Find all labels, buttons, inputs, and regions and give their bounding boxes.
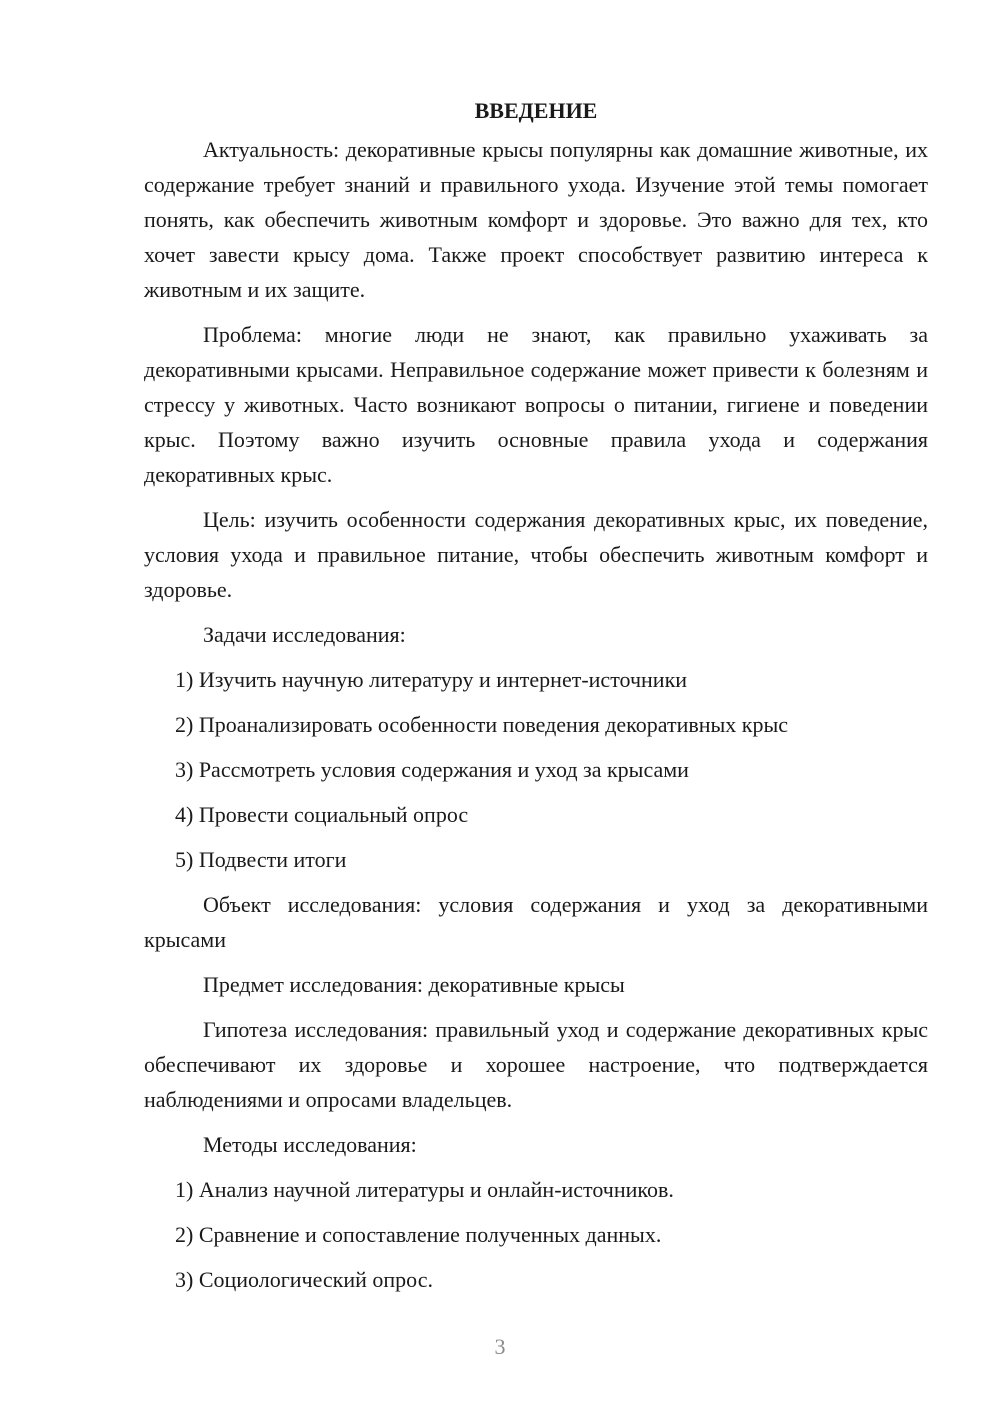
tasks-heading: Задачи исследования: — [203, 622, 406, 647]
object-paragraph: Объект исследования: условия содержания и уход за декоративными крысами — [144, 892, 928, 952]
relevance-paragraph: Актуальность: декоративные крысы популярны как домашние животные, их содержание требует знаний и правильного ухода. Изучение этой темы помогает понять, как обеспечить животным комфорт и здоровье. Это важно для тех, кто хочет завести крысу дома. Также проект способствует развитию интереса к животным и их защите. — [144, 137, 928, 302]
list-item: 3) Социологический опрос. — [175, 1267, 433, 1292]
problem-paragraph: Проблема: многие люди не знают, как правильно ухаживать за декоративными крысами. Неправильное содержание может привести к болезням и стрессу у животных. Часто возникают вопросы о питании, гигиене и поведении крыс. Поэтому важно изучить основные правила ухода и содержания декоративных крыс. — [144, 322, 928, 487]
hypothesis-paragraph: Гипотеза исследования: правильный уход и содержание декоративных крыс обеспечивают их здоровье и хорошее настроение, что подтверждается наблюдениями и опросами владельцев. — [144, 1017, 928, 1112]
document-page — [144, 96, 928, 1307]
list-item: 4) Провести социальный опрос — [175, 802, 469, 827]
list-item: 1) Анализ научной литературы и онлайн-источников. — [175, 1177, 674, 1202]
subject-paragraph: Предмет исследования: декоративные крысы — [203, 972, 625, 997]
tasks-list — [144, 662, 928, 877]
list-item: 5) Подвести итоги — [175, 847, 347, 872]
page-title: ВВЕДЕНИЕ — [474, 98, 598, 123]
page-number: 3 — [494, 1334, 506, 1359]
methods-heading: Методы исследования: — [203, 1132, 417, 1157]
methods-list — [144, 1172, 928, 1297]
goal-paragraph: Цель: изучить особенности содержания декоративных крыс, их поведение, условия ухода и правильное питание, чтобы обеспечить животным комфорт и здоровье. — [144, 507, 928, 602]
list-item: 3) Рассмотреть условия содержания и уход за крысами — [175, 757, 689, 782]
list-item: 2) Проанализировать особенности поведения декоративных крыс — [175, 712, 789, 737]
list-item: 1) Изучить научную литературу и интернет-источники — [175, 667, 688, 692]
list-item: 2) Сравнение и сопоставление полученных данных. — [175, 1222, 662, 1247]
